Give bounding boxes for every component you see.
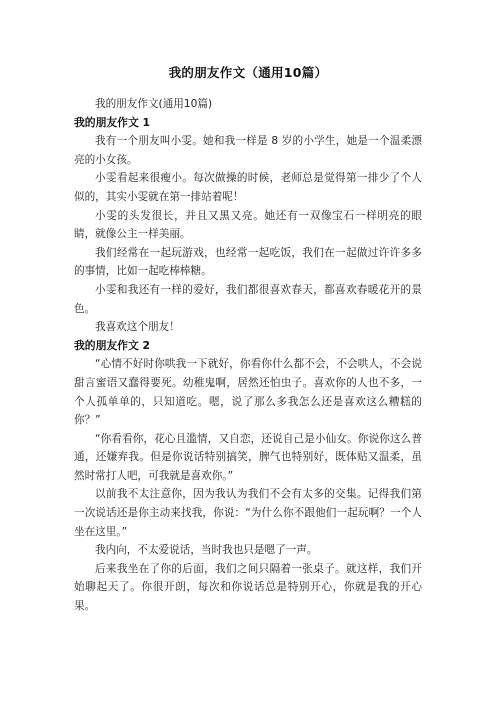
paragraph: 小雯看起来很瘦小。每次做操的时候，老师总是觉得第一排少了个人似的，其实小雯就在第一排站着呢！	[74, 172, 422, 203]
paragraph: “你看看你，花心且滥情，又自恋，还说自己是小仙女。你说你这么普通，还嫌弃我。但是你说话特别搞笑，脾气也特别好，既体贴又温柔，虽然时常打人吧，可我就是喜欢你。”	[74, 432, 422, 482]
paragraph: 以前我不太注意你，因为我认为我们不会有太多的交集。记得我们第一次说话还是你主动来找我，你说：“为什么你不跟他们一起玩啊？一个人坐在这里。”	[74, 488, 422, 538]
paragraph: 我有一个朋友叫小雯。她和我一样是 8 岁的小学生，她是一个温柔漂亮的小女孩。	[74, 135, 422, 166]
paragraph: 我们经常在一起玩游戏，也经常一起吃饭，我们在一起做过许许多多的事情，比如一起吃棒棒糖。	[74, 246, 422, 278]
paragraph: 小雯的头发很长，并且又黑又亮。她还有一双像宝石一样明亮的眼睛，就像公主一样美丽。	[74, 209, 422, 241]
intro-line: 我的朋友作文(通用10篇)	[95, 98, 213, 110]
paragraph: 小雯和我还有一样的爱好，我们都很喜欢春天，都喜欢春暖花开的景色。	[74, 283, 422, 315]
essay-heading: 我的朋友作文 2	[74, 338, 151, 352]
paragraph: 我喜欢这个朋友！	[95, 321, 180, 334]
essay-heading: 我的朋友作文 1	[74, 115, 151, 129]
paragraph: “心情不好时你哄我一下就好，你看你什么都不会，不会哄人，不会说甜言蜜语又蠢得要死。幼稚鬼啊，居然还怕虫子。喜欢你的人也不多，一个人孤单单的，只知道吃。嗯，说了那么多我怎么还是喜欢这么糟糕的你？”	[74, 358, 422, 427]
paragraph: 后来我坐在了你的后面，我们之间只隔着一张桌子。就这样，我们开始聊起天了。你很开朗，每次和你说话总是特别开心，你就是我的开心果。	[74, 562, 422, 613]
page-title: 我的朋友作文（通用10篇）	[168, 65, 328, 80]
document-body	[74, 95, 422, 616]
paragraph: 我内向，不太爱说话，当时我也只是嗯了一声。	[95, 544, 318, 557]
